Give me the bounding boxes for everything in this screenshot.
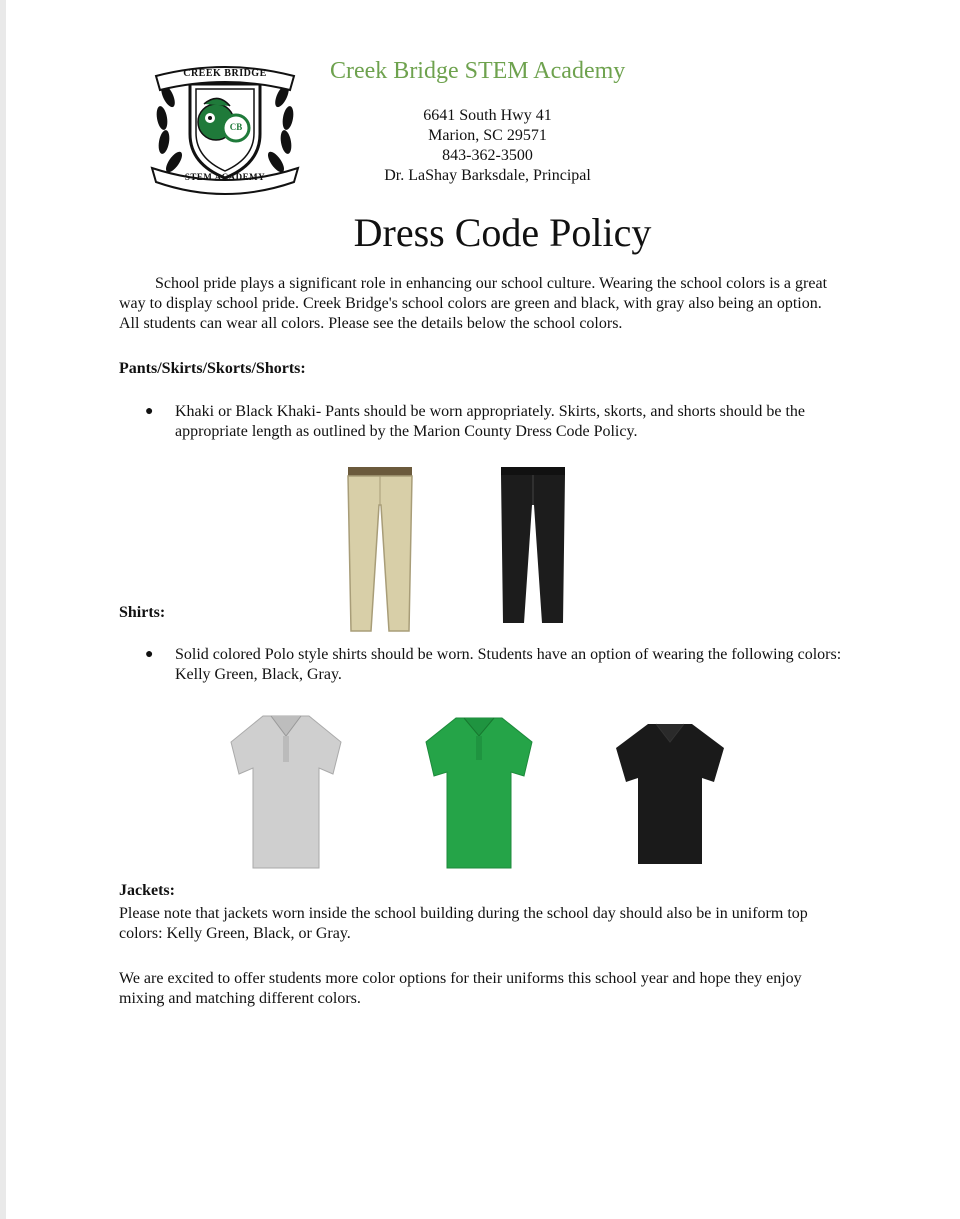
- bullet-icon: ●: [145, 647, 154, 662]
- school-address: [340, 106, 635, 186]
- school-logo: [146, 56, 304, 198]
- page-edge: [0, 0, 6, 1219]
- address-line-2: Marion, SC 29571: [428, 127, 547, 144]
- black-pants-image: [498, 465, 568, 632]
- green-polo-image: [424, 714, 534, 877]
- khaki-pants-image: [345, 465, 415, 640]
- black-polo-icon: [614, 720, 726, 868]
- address-line-1: 6641 South Hwy 41: [423, 107, 552, 124]
- pants-bullet-text: Khaki or Black Khaki- Pants should be worn appropriately. Skirts, skorts, and shorts should be the appropriate length as outlined by the Marion County Dress Code Policy.: [175, 403, 805, 440]
- logo-banner-top: CREEK BRIDGE: [183, 68, 267, 79]
- gray-polo-icon: [229, 712, 343, 872]
- page-title: Dress Code Policy: [353, 210, 652, 255]
- pants-bullet: [119, 402, 844, 442]
- shirts-bullet: [119, 645, 844, 685]
- black-pants-icon: [498, 465, 568, 627]
- gray-polo-image: [229, 712, 343, 877]
- jackets-heading: Jackets:: [119, 882, 175, 899]
- green-polo-icon: [424, 714, 534, 872]
- shirts-heading: Shirts:: [119, 604, 166, 621]
- black-polo-image: [614, 720, 726, 873]
- shirts-bullet-text: Solid colored Polo style shirts should be worn. Students have an option of wearing the following colors: Kelly Green, Black, Gray.: [175, 646, 842, 683]
- principal-name: Dr. LaShay Barksdale, Principal: [384, 167, 591, 184]
- phone-number: 843-362-3500: [442, 147, 533, 164]
- logo-monogram: CB: [229, 122, 243, 132]
- jackets-text: Please note that jackets worn inside the school building during the school day should also be in uniform top colors: Kelly Green, Black, or Gray.: [119, 905, 808, 942]
- khaki-pants-icon: [345, 465, 415, 635]
- pants-heading: Pants/Skirts/Skorts/Shorts:: [119, 360, 306, 377]
- school-name: Creek Bridge STEM Academy: [330, 58, 626, 84]
- bullet-icon: ●: [145, 404, 154, 419]
- intro-paragraph: School pride plays a significant role in enhancing our school culture. Wearing the school colors is a great way to display school pride. Creek Bridge's school colors are green and black, with gray also being an option. All students can wear all colors. Please see the details below the school colors.: [119, 275, 828, 332]
- logo-banner-bottom: STEM ACADEMY: [184, 172, 266, 182]
- closing-paragraph: We are excited to offer students more color options for their uniforms this school year and hope they enjoy mixing and matching different colors.: [119, 970, 802, 1007]
